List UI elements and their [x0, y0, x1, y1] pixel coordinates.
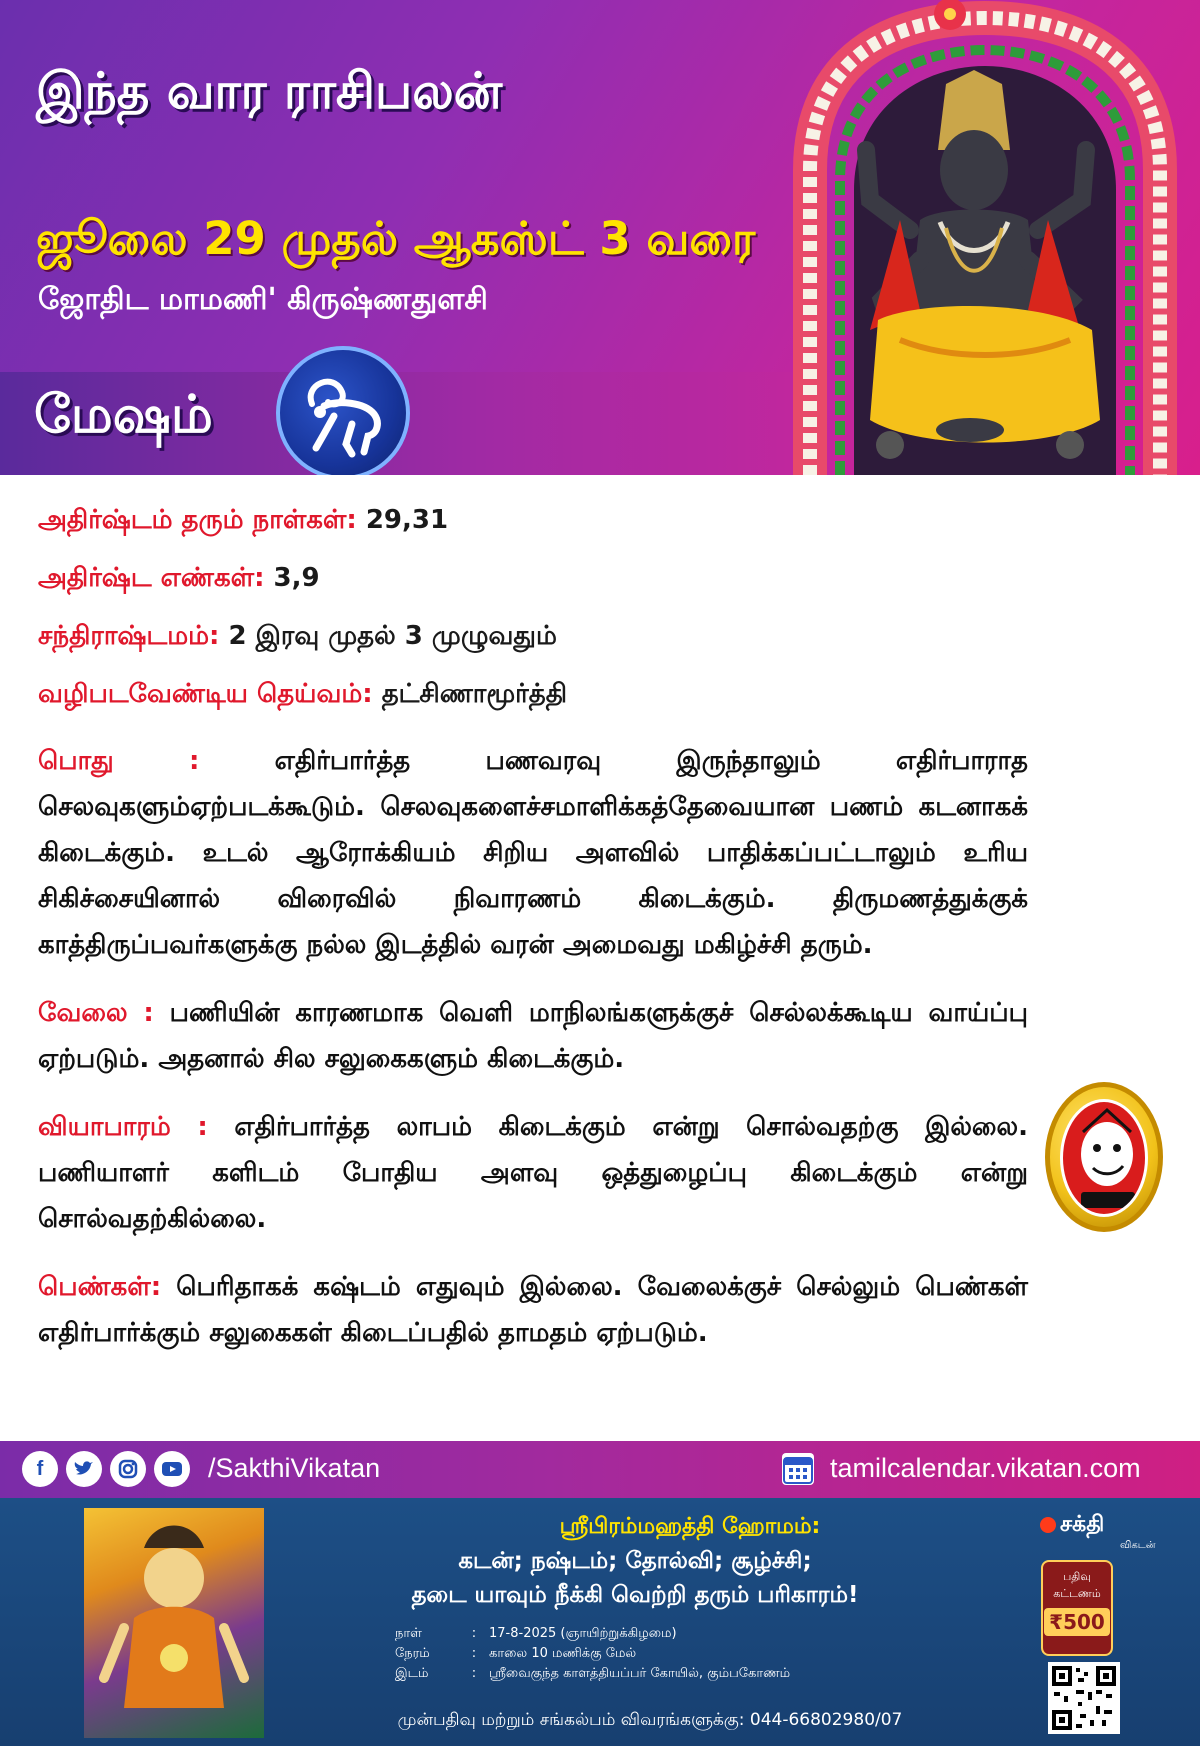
ad-date-colon: :	[471, 1626, 477, 1641]
general-text: எதிர்பார்த்த பணவரவு இருந்தாலும் எதிர்பாராத செலவுகளும்ஏற்படக்கூடும். செலவுகளைச்சமாளிக்கத்தேவையான பணம் கடனாகக் கிடைக்கும். உடல் ஆரோக்கியம் சிறிய அளவில் பாதிக்கப்பட்டாலும் உரிய சிகிச்சையினால் விரைவில் நிவாரணம் கிடைக்கும். திருமணத்துக்குக் காத்திருப்பவர்களுக்கு நல்ல இடத்தில் வரன் அமைவது மகிழ்ச்சி தரும்.	[38, 746, 1028, 960]
zodiac-sign-name: மேஷம்	[34, 385, 213, 445]
registration-fee-badge	[1041, 1560, 1113, 1656]
ad-details	[395, 1624, 955, 1684]
ad-time-colon: :	[471, 1646, 477, 1661]
aries-ram-icon	[276, 346, 410, 475]
lucky-numbers-line	[38, 556, 1028, 614]
facebook-icon[interactable]: f	[22, 1451, 58, 1487]
lucky-numbers-label: அதிர்ஷ்ட எண்கள்:	[38, 563, 265, 593]
ad-time-value: காலை 10 மணிக்கு மேல்	[489, 1646, 637, 1661]
social-icons	[22, 1451, 190, 1489]
ad-venue-label: இடம்	[395, 1666, 429, 1681]
ad-contact: முன்பதிவு மற்றும் சங்கல்பம் விவரங்களுக்கு: 044-66802980/07	[397, 1710, 903, 1730]
ad-date-value: 17-8-2025 (ஞாயிற்றுக்கிழமை)	[489, 1626, 677, 1641]
lucky-numbers-value: 3,9	[273, 563, 320, 593]
deity-line	[38, 672, 1028, 730]
fee-line-1: பதிவு	[1063, 1570, 1091, 1583]
ad-date-label: நாள்	[395, 1626, 422, 1641]
ad-venue-colon: :	[471, 1666, 477, 1681]
business-section	[38, 1104, 1028, 1242]
ad-venue-row	[395, 1664, 955, 1684]
date-range: ஜூலை 29 முதல் ஆகஸ்ட் 3 வரை	[36, 212, 756, 265]
chandrashtamam-line	[38, 614, 1028, 672]
women-section	[38, 1264, 1028, 1356]
business-text: எதிர்பார்த்த லாபம் கிடைக்கும் என்று சொல்வதற்கு இல்லை. பணியாளர் களிடம் போதிய அளவு ஒத்துழைப்பு கிடைக்கும் என்று சொல்வதற்கில்லை.	[38, 1112, 1028, 1234]
work-text: பணியின் காரணமாக வெளி மாநிலங்களுக்குச் செல்லக்கூடிய வாய்ப்பு ஏற்படும். அதனால் சில சலுகைகளும் கிடைக்கும்.	[38, 998, 1028, 1074]
fee-amount: ₹500	[1044, 1608, 1110, 1636]
horoscope-content	[38, 498, 1028, 1356]
instagram-icon[interactable]	[110, 1451, 146, 1487]
youtube-icon[interactable]	[154, 1451, 190, 1487]
deity-label: வழிபடவேண்டிய தெய்வம்:	[38, 679, 373, 709]
brand-name: சக்தி	[1060, 1512, 1105, 1537]
chandrashtamam-value: 2 இரவு முதல் 3 முழுவதும்	[228, 621, 557, 651]
deity-painting	[84, 1508, 264, 1738]
lucky-days-value: 29,31	[365, 505, 449, 535]
header-banner	[0, 0, 1200, 475]
vikatan-mascot-logo	[1045, 1082, 1163, 1232]
ad-date-row	[395, 1624, 955, 1644]
social-handle[interactable]: /SakthiVikatan	[208, 1453, 381, 1483]
page-title: இந்த வார ராசிபலன்	[36, 62, 503, 120]
deity-value: தட்சிணாமூர்த்தி	[381, 679, 567, 709]
sakthi-vikatan-logo	[1040, 1512, 1104, 1540]
ad-line-2: தடை யாவும் நீக்கி வெற்றி தரும் பரிகாரம்!	[411, 1582, 859, 1608]
women-text: பெரிதாகக் கஷ்டம் எதுவும் இல்லை. வேலைக்குச் செல்லும் பெண்கள் எதிர்பார்க்கும் சலுகைகள் கிடைப்பதில் தாமதம் ஏற்படும்.	[38, 1272, 1028, 1348]
homam-advertisement	[0, 1498, 1200, 1746]
ad-title: ஸ்ரீபிரம்மஹத்தி ஹோமம்:	[559, 1514, 821, 1539]
women-label: பெண்கள்:	[38, 1272, 162, 1302]
fee-line-2: கட்டணம்	[1053, 1587, 1101, 1600]
calendar-icon	[782, 1453, 814, 1485]
ad-time-label: நேரம்	[395, 1646, 430, 1661]
general-label: பொது :	[38, 746, 200, 776]
business-label: வியாபாரம் :	[38, 1112, 208, 1142]
chandrashtamam-label: சந்திராஷ்டமம்:	[38, 621, 220, 651]
astrologer-name: ஜோதிட மாமணி' கிருஷ்ணதுளசி	[38, 282, 488, 317]
deity-illustration	[770, 0, 1200, 475]
ad-line-1: கடன்; நஷ்டம்; தோல்வி; சூழ்ச்சி;	[458, 1548, 812, 1574]
brand-subtitle: விகடன்	[1120, 1540, 1156, 1551]
social-bar	[0, 1441, 1200, 1498]
brand-dot-icon	[1040, 1517, 1056, 1533]
general-section	[38, 738, 1028, 968]
lucky-days-line	[38, 498, 1028, 556]
qr-code-icon[interactable]	[1048, 1662, 1120, 1734]
work-label: வேலை :	[38, 998, 154, 1028]
website-link[interactable]: tamilcalendar.vikatan.com	[830, 1453, 1141, 1483]
lucky-days-label: அதிர்ஷ்டம் தரும் நாள்கள்:	[38, 505, 357, 535]
ad-venue-value: ஸ்ரீவைகுந்த காளத்தியப்பர் கோயில், கும்பகோணம்	[489, 1666, 791, 1681]
ad-time-row	[395, 1644, 955, 1664]
twitter-icon[interactable]	[66, 1451, 102, 1487]
work-section	[38, 990, 1028, 1082]
